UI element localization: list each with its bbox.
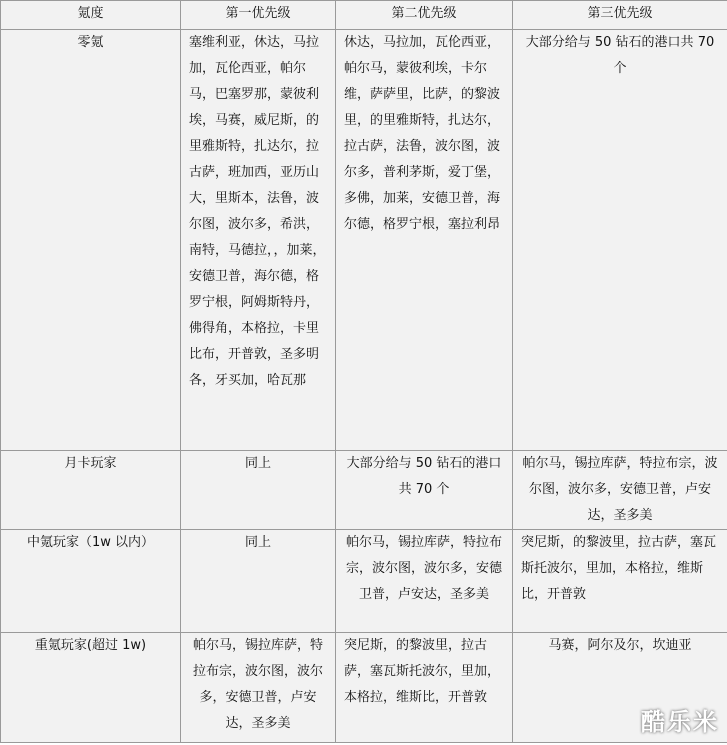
priority-1-cell: 同上 xyxy=(181,530,336,633)
table-row xyxy=(1,30,727,451)
tier-cell: 中氪玩家（1w 以内） xyxy=(1,530,181,633)
table-row xyxy=(1,451,727,530)
priority-1-cell: 同上 xyxy=(181,451,336,530)
header-row xyxy=(1,1,727,30)
priority-1-cell: 塞维利亚，休达，马拉加，瓦伦西亚，帕尔马，巴塞罗那，蒙彼利埃，马赛，威尼斯，的里雅斯特，扎达尔，拉古萨，班加西，亚历山大，里斯本，法鲁，波尔图，波尔多，希洪，南特，马德拉，，加莱，安德卫普，海尔德，格罗宁根，阿姆斯特丹，佛得角，本格拉，卡里比布，开普敦，圣多明各，牙买加，哈瓦那 xyxy=(181,30,336,451)
priority-2-cell: 休达，马拉加，瓦伦西亚，帕尔马，蒙彼利埃，卡尔维，萨萨里，比萨，的黎波里，的里雅斯特，扎达尔，拉古萨，法鲁，波尔图，波尔多，普利茅斯，爱丁堡，多佛，加莱，安德卫普，海尔德，格罗宁根，塞拉利昂 xyxy=(336,30,513,451)
tier-cell: 月卡玩家 xyxy=(1,451,181,530)
table-row xyxy=(1,633,727,743)
priority-3-cell: 突尼斯，的黎波里，拉古萨，塞瓦斯托波尔，里加，本格拉，维斯比，开普敦 xyxy=(513,530,727,633)
tier-cell: 零氪 xyxy=(1,30,181,451)
table-row xyxy=(1,530,727,633)
priority-3-cell: 马赛，阿尔及尔，坎迪亚 xyxy=(513,633,727,743)
header-priority-1: 第一优先级 xyxy=(181,1,336,30)
priority-2-cell: 帕尔马，锡拉库萨，特拉布宗，波尔图，波尔多，安德卫普，卢安达，圣多美 xyxy=(336,530,513,633)
priority-2-cell: 大部分给与 50 钻石的港口共 70 个 xyxy=(336,451,513,530)
tier-cell: 重氪玩家(超过 1w) xyxy=(1,633,181,743)
priority-3-cell: 帕尔马，锡拉库萨，特拉布宗，波尔图，波尔多，安德卫普，卢安达，圣多美 xyxy=(513,451,727,530)
priority-1-cell: 帕尔马，锡拉库萨，特拉布宗，波尔图，波尔多，安德卫普，卢安达，圣多美 xyxy=(181,633,336,743)
header-tier: 氪度 xyxy=(1,1,181,30)
watermark-logo: 酷乐米 xyxy=(641,708,719,736)
priority-3-cell: 大部分给与 50 钻石的港口共 70 个 xyxy=(513,30,727,451)
priority-2-cell: 突尼斯，的黎波里，拉古萨，塞瓦斯托波尔，里加，本格拉，维斯比，开普敦 xyxy=(336,633,513,743)
header-priority-3: 第三优先级 xyxy=(513,1,727,30)
header-priority-2: 第二优先级 xyxy=(336,1,513,30)
